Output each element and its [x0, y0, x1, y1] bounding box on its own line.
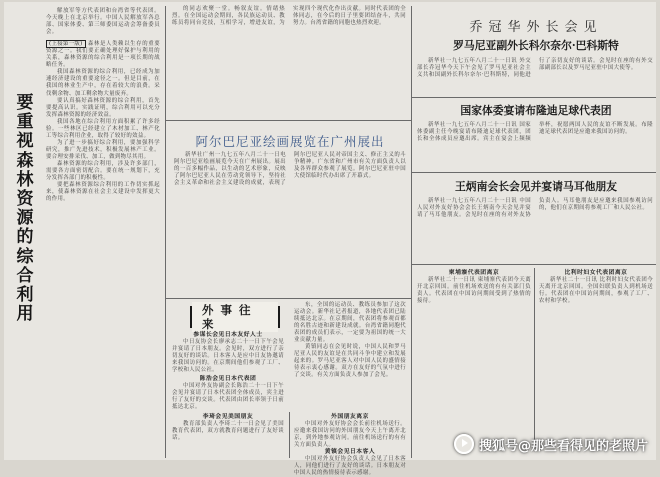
- middle-top-text: [172, 6, 406, 116]
- continuation-stamp: (上接第一版): [46, 40, 86, 48]
- left-body-4: 为了进一步搞好综合利用，要加强科学研究，推广先进技术，积极发展林产工业。要合理安排采伐、加工，做到物尽其用。: [46, 139, 160, 160]
- section-rule: [166, 298, 411, 299]
- column-rule: [289, 412, 290, 458]
- wang-body: [417, 198, 653, 258]
- wang-paragraph: 新华社一九七五年八月二十一日讯 中国人民对外友好协会会长王炳南今天会见并宴请了马耳他朋友。会见时在座的有对外友协负责人。马耳他朋友是应邀来我国参观访问的，他们在京期间将参观工厂和人民公社。: [417, 198, 653, 219]
- mid-right-paragraph-2: 黄镇同志在会见时说，中国人民和罗马尼亚人民的友谊是在共同斗争中建立和发展起来的。罗马尼亚客人对中国人民的盛情接待表示衷心感谢。双方在友好的气氛中进行了交谈。有关方面负责人参加了会见。: [294, 344, 406, 379]
- section-rule: [412, 172, 656, 173]
- watermark-text: 搜狐号@那些看得见的老照片: [478, 438, 648, 454]
- bottom-item-heading: 黄镇会见日本客人: [324, 449, 376, 456]
- foreign-item-body: 教育部负责人李琦二十一日会见了美国教育代表团，双方就教育问题进行了友好谈话。: [172, 420, 284, 441]
- football-headline: 国家体委宴请布隆迪足球代表团: [460, 104, 612, 117]
- mid-right-text: [294, 302, 406, 412]
- bottom-right-body: 新华社二十一日讯 柬埔寨代表团今天离开北京回国。前往机场欢送的有有关部门负责人。代表团在中国访问期间受到了热情的接待。: [417, 277, 531, 305]
- wang-headline: 王炳南会长会见并宴请马耳他朋友: [455, 180, 617, 193]
- qiao-headline: 乔冠华外长会见: [469, 20, 603, 35]
- qiao-body: [417, 58, 653, 94]
- banner-label: 外事往来: [192, 302, 278, 332]
- column-rule: [165, 6, 166, 458]
- foreign-affairs-column: [172, 332, 284, 458]
- bottom-right-col-a: [417, 270, 531, 440]
- bottom-right-body: 新华社二十一日讯 比利时妇女代表团今天离开北京回国。全国妇联负责人到机场送行。代表团在中国访问期间，参观了工厂、农村和学校。: [539, 277, 653, 305]
- foreign-item-body: 中日友协会长廖承志二十一日下午会见并宴请了日本朋友。会见时，双方进行了亲切友好的谈话。日本客人是应中日友协邀请来我国访问的。在京期间他们参观了工厂、学校和人民公社。: [172, 339, 284, 374]
- bottom-middle-column: [294, 414, 406, 477]
- left-article-column: [46, 8, 160, 458]
- section-rule: [412, 264, 656, 265]
- column-rule: [411, 6, 412, 458]
- foreign-affairs-banner: [190, 303, 280, 331]
- section-rule: [412, 97, 656, 98]
- left-body-6: 要把森林资源综合利用的工作切实抓起来，使森林资源在社会主义建设中发挥更大的作用。: [46, 182, 160, 203]
- qiao-paragraph: 新华社一九七五年八月二十一日讯 外交部长乔冠华今天下午会见了罗马尼亚社会主义共和国副外长科尔奈尔·巴科斯特，同他进行了亲切友好的谈话。会见时在座的有外交部副部长以及罗马尼亚驻中国大使等。: [417, 58, 653, 79]
- foreign-item-body: 中国对外友协副会长陈浩二十一日下午会见并宴请了日本代表团全体成员，宾主进行了友好的交谈。代表团由团长率领于日前抵达北京。: [172, 383, 284, 411]
- newspaper-page: [4, 2, 656, 477]
- art-article-body: [174, 152, 406, 292]
- section-rule: [166, 120, 411, 121]
- art-exhibit-headline: 阿尔巴尼亚绘画展览在广州展出: [195, 134, 385, 149]
- bottom-item-body: 中国对外友好协会负责人会见了日本客人，同他们进行了友好的谈话。日本朋友对中国人民的热情接待表示感谢。: [294, 456, 406, 477]
- left-body-1: 我国森林资源的综合利用，已经成为加速经济建设的重要途径之一。但是目前，在我国的林业生产中，存在着较大的浪费。采伐剩余物、加工剩余物大量废弃。: [46, 69, 160, 97]
- left-body-5: 森林资源的综合利用，涉及许多部门，需要各方面密切配合。要在统一规划下，充分发挥各部门的积极性。: [46, 160, 160, 182]
- bottom-right-heading: 柬埔寨代表团离京: [448, 270, 500, 276]
- mid-right-paragraph: 东，全国的运动员、教练员参加了这次运动会。新华社记者报道，各地代表团已陆续抵达北京。在京期间，代表团将参观首都的名胜古迹和新建设成就。台湾省籍同胞代表团的成员们表示，一定要为祖国的统一大业贡献力量。: [294, 302, 406, 344]
- sohu-watermark: [454, 434, 648, 454]
- art-paragraph: 新华社广州一九七五年八月二十一日电 阿尔巴尼亚绘画展览今天在广州展出。展出的一百多幅作品，以生动的艺术形象，反映了阿尔巴尼亚人民在劳动党领导下，坚持社会主义革命和社会主义建设的成就，表现了阿尔巴尼亚人民对帝国主义、修正主义的斗争精神。广东省和广州市有关方面负责人以及各界群众参观了展览。阿尔巴尼亚驻中国大使馆临时代办出席了开幕式。: [174, 152, 406, 187]
- football-paragraph: 新华社一九七五年八月二十一日讯 国家体委副主任今晚宴请布隆迪足球代表团，团长和全体成员应邀出席。宾主在宴会上频频举杯，祝愿两国人民的友谊不断发展。布隆迪足球代表团是应邀来我国访问的。: [417, 122, 653, 143]
- left-body-0: 森林是人类赖以生存的重要资源之一。我们要正确处理好保护与利用的关系，森林资源的综合利用是一项长期的战略任务。: [46, 41, 160, 69]
- bottom-right-col-b: [539, 270, 653, 440]
- foreign-item-heading: 参谋长会见日本友好人士: [193, 332, 263, 338]
- bottom-item-body: 中国对外友好协会会长前往机场送行。应邀来我国访问的外国朋友今天上午离开北京，到外地参观访问。前往机场送行的有有关方面负责人。: [294, 421, 406, 449]
- left-intro: 解放军等方代表团和台湾省等代表团。今天晚上在北京举行。中国人民解放军各总部、国家体委、第三师委国运动会筹备委员会。: [46, 8, 160, 36]
- play-circle-icon: [454, 434, 474, 454]
- foreign-item-heading: 李琦会见美国朋友: [202, 413, 254, 420]
- vertical-headline: 要重视森林资源的综合利用: [16, 93, 34, 325]
- column-rule: [534, 268, 535, 440]
- middle-top-paragraph: 的同志欢聚一堂。畅叙友谊。情绪热烈。在全国运动会期间，各民族运动员、教练员将同台竞技，互相学习，增进友谊，为实现四个现代化作出贡献。同时代表团的全体同志，在今后的日子里要团结奋斗，共同努力。台湾省籍的同胞也热烈欢迎。: [172, 6, 406, 27]
- football-body: [417, 122, 653, 168]
- foreign-item-heading: 陈浩会见日本代表团: [199, 376, 257, 383]
- qiao-subheadline: 罗马尼亚副外长科尔奈尔·巴科斯特: [453, 39, 619, 52]
- bottom-item-heading: 外国朋友离京: [331, 414, 369, 420]
- left-body-3: 我国各地在综合利用方面积累了许多经验。一些林区已经建立了木材加工、林产化工等综合利用企业，取得了较好的效益。: [46, 118, 160, 139]
- bottom-right-heading: 比利时妇女代表团离京: [564, 270, 628, 276]
- left-body-2: 要认真搞好森林资源的综合利用，首先要提高认识。实践证明，综合利用可以充分发挥森林资源的经济效益。: [46, 97, 160, 118]
- left-stamp-line: [46, 40, 160, 69]
